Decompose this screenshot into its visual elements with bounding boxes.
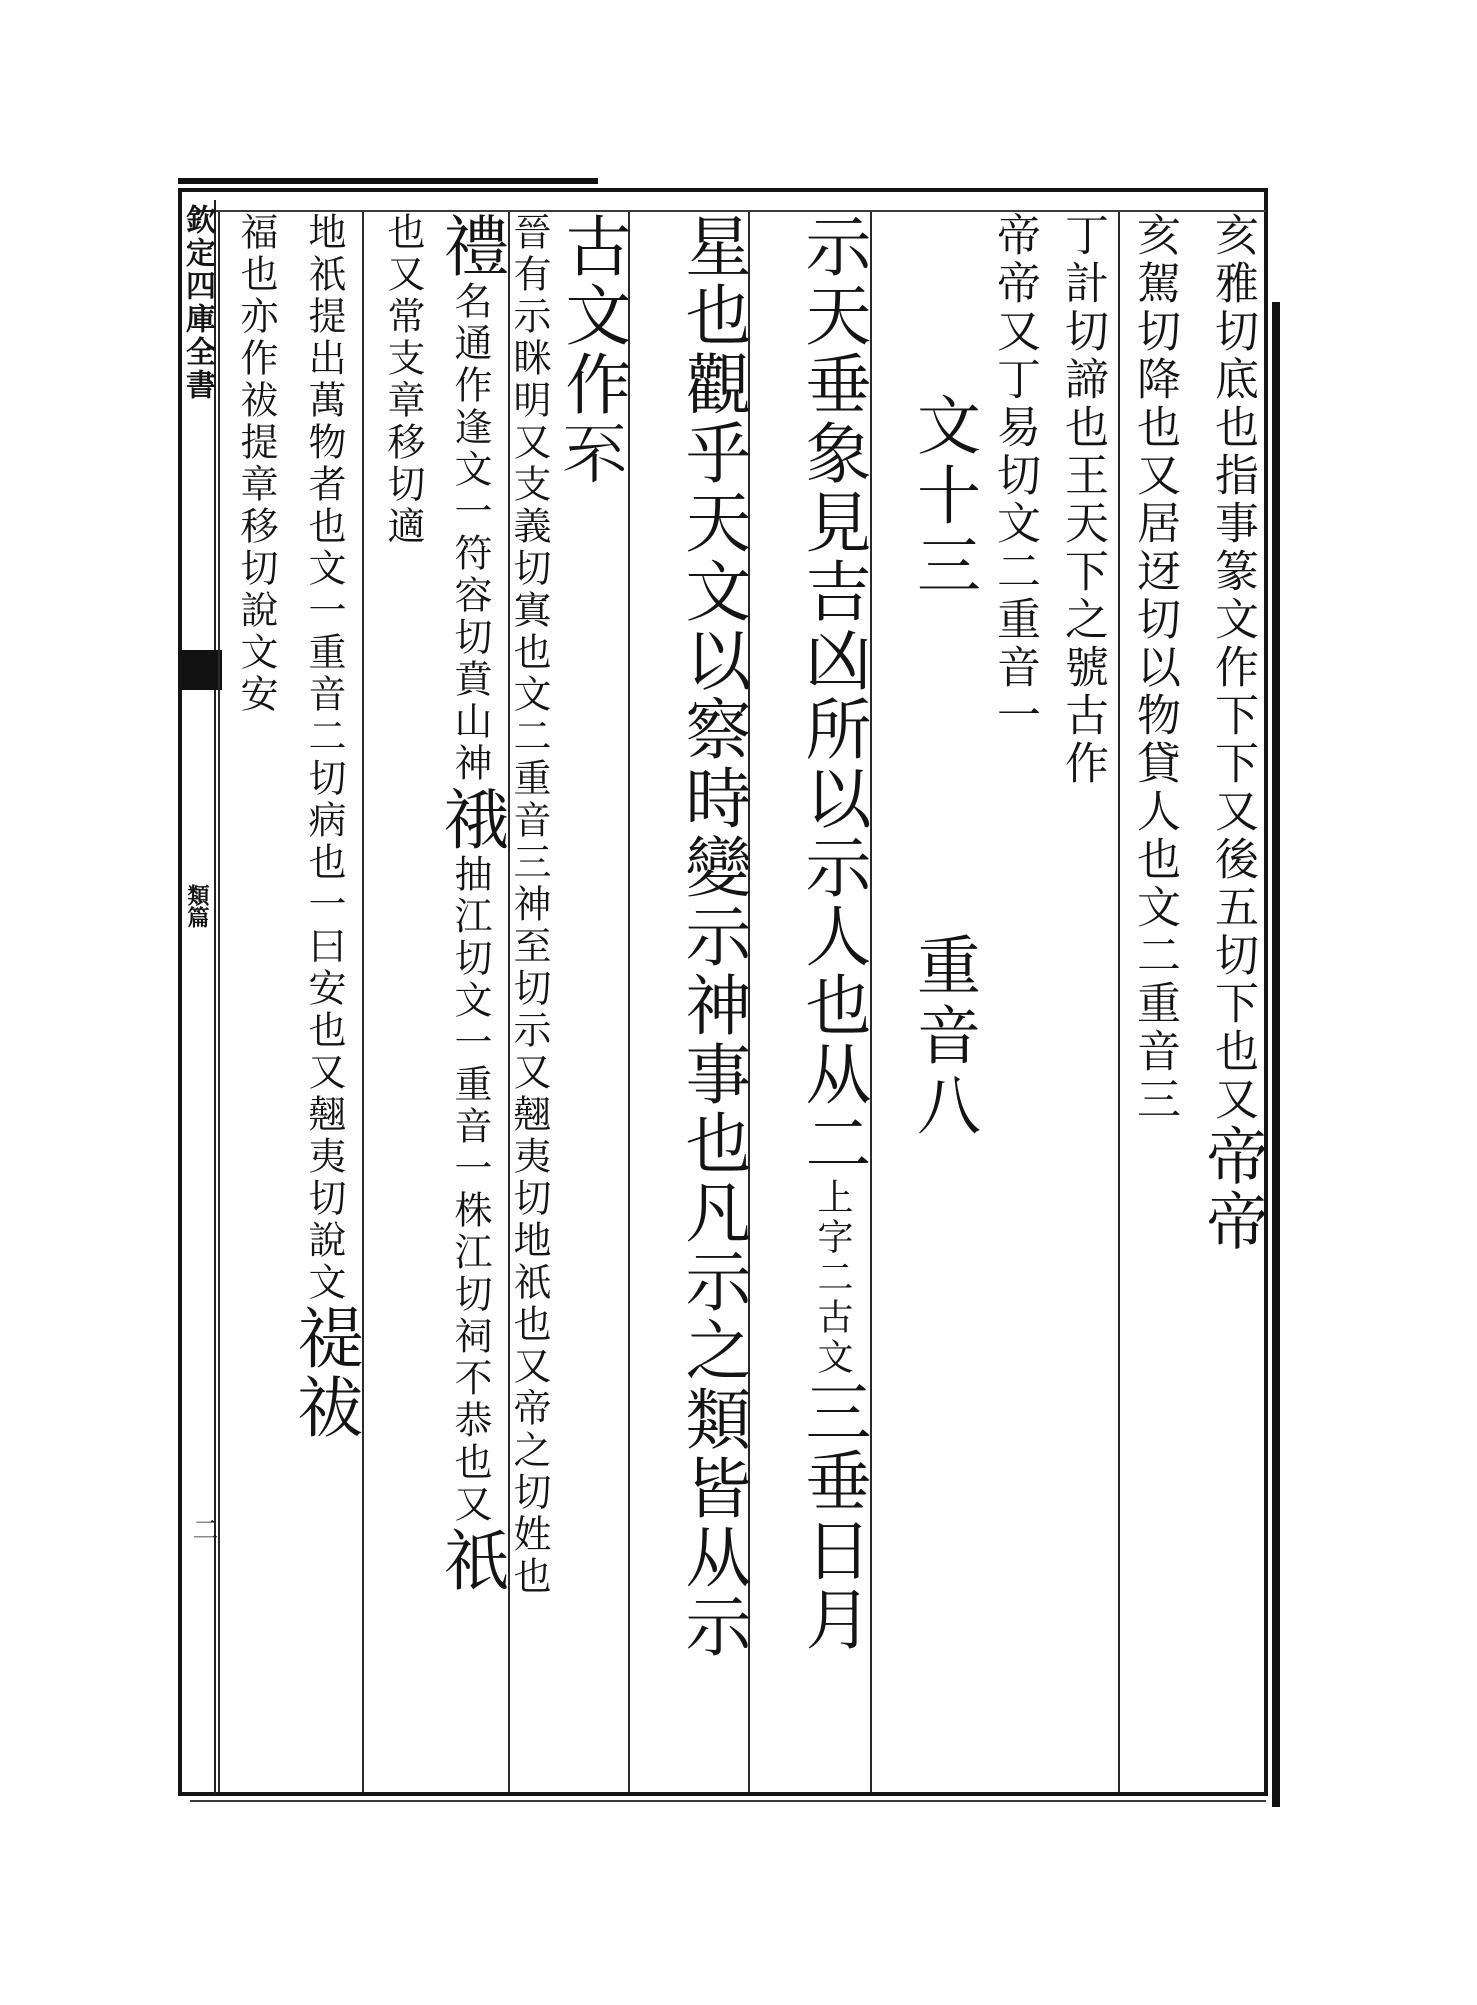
radical-definition: 示天垂象見吉凶所以示人也从二 (794, 212, 871, 1178)
inline-note (224, 212, 288, 716)
text-column-3 (1050, 212, 1118, 1792)
frame-top-rule (178, 178, 598, 184)
inline-note (292, 212, 356, 1304)
note-left: 福也亦作祓提 (234, 212, 278, 464)
frame-right-edge (1272, 302, 1280, 1807)
text-column-10 (218, 212, 363, 1792)
note-left: 也又常支 (381, 212, 425, 380)
note-left: 上字 (812, 1178, 853, 1258)
character-count: 文十三 (906, 392, 980, 602)
note-right: 切病也一曰安也又翹夷切說文 (302, 758, 346, 1304)
headword: 帝帝 (1196, 1124, 1269, 1254)
text-column-4 (984, 212, 1050, 1792)
note-right: 神至切示又翹夷切地祇也又帝之切姓也 (507, 884, 551, 1598)
text-column-1 (1190, 212, 1268, 1792)
ancient-form: 古文作𠀚 (554, 212, 631, 488)
inline-note (812, 1178, 852, 1378)
note-left: 抽江切文一重音一 (448, 854, 492, 1190)
text-column-7 (628, 212, 751, 1792)
note-left: 晉有示眯明又支義切寘也文二重音三 (507, 212, 551, 884)
column-text: 亥駕切降也又居迓切以物貸人也文二重音三 (1129, 212, 1180, 1124)
column-text: 亥雅切底也指事篆文作下下又後五切下也又 (1207, 212, 1258, 1124)
reading-count: 重音八 (906, 932, 980, 1142)
headword: 祇 (432, 1526, 509, 1595)
text-column-6 (748, 212, 871, 1792)
definition-continued: 三垂日月 (794, 1378, 871, 1654)
note-right: 株江切祠不恭也又 (448, 1190, 492, 1526)
margin-strip (180, 200, 216, 1795)
inline-note (372, 212, 434, 548)
note-right: 章移切適 (381, 380, 425, 548)
headword: 䄉 (432, 785, 509, 854)
headword: 祓 (286, 1373, 363, 1442)
fishtail-mark-icon (182, 650, 222, 690)
text-column-8 (507, 212, 631, 1792)
book-title: 欽定四庫全書 (180, 204, 215, 402)
page-number: 二 (188, 1516, 218, 1542)
note-left: 地祇提出萬物者也文一重音二 (302, 212, 346, 758)
volume-title: 類篇 (184, 884, 210, 928)
note-right: 符容切賁山神 (448, 533, 492, 785)
inline-note (439, 854, 501, 1526)
note-right: 章移切說文安 (234, 464, 278, 716)
inline-note (502, 212, 556, 1598)
note-left: 名通作逢文一 (448, 281, 492, 533)
headword: 禔 (286, 1304, 363, 1373)
note-right: 二古文 (812, 1258, 853, 1378)
definition-text: 星也觀乎天文以察時變示神事也凡示之類皆从示 (674, 212, 751, 1661)
text-column-2 (1118, 212, 1190, 1792)
column-text: 帝帝又丁易切文二重音一 (989, 212, 1040, 740)
column-text: 丁計切諦也王天下之號古作 (1057, 212, 1108, 788)
text-column-9 (362, 212, 509, 1792)
headword: 禮 (432, 212, 509, 281)
inline-note (439, 281, 501, 785)
summary-column (870, 212, 982, 1792)
